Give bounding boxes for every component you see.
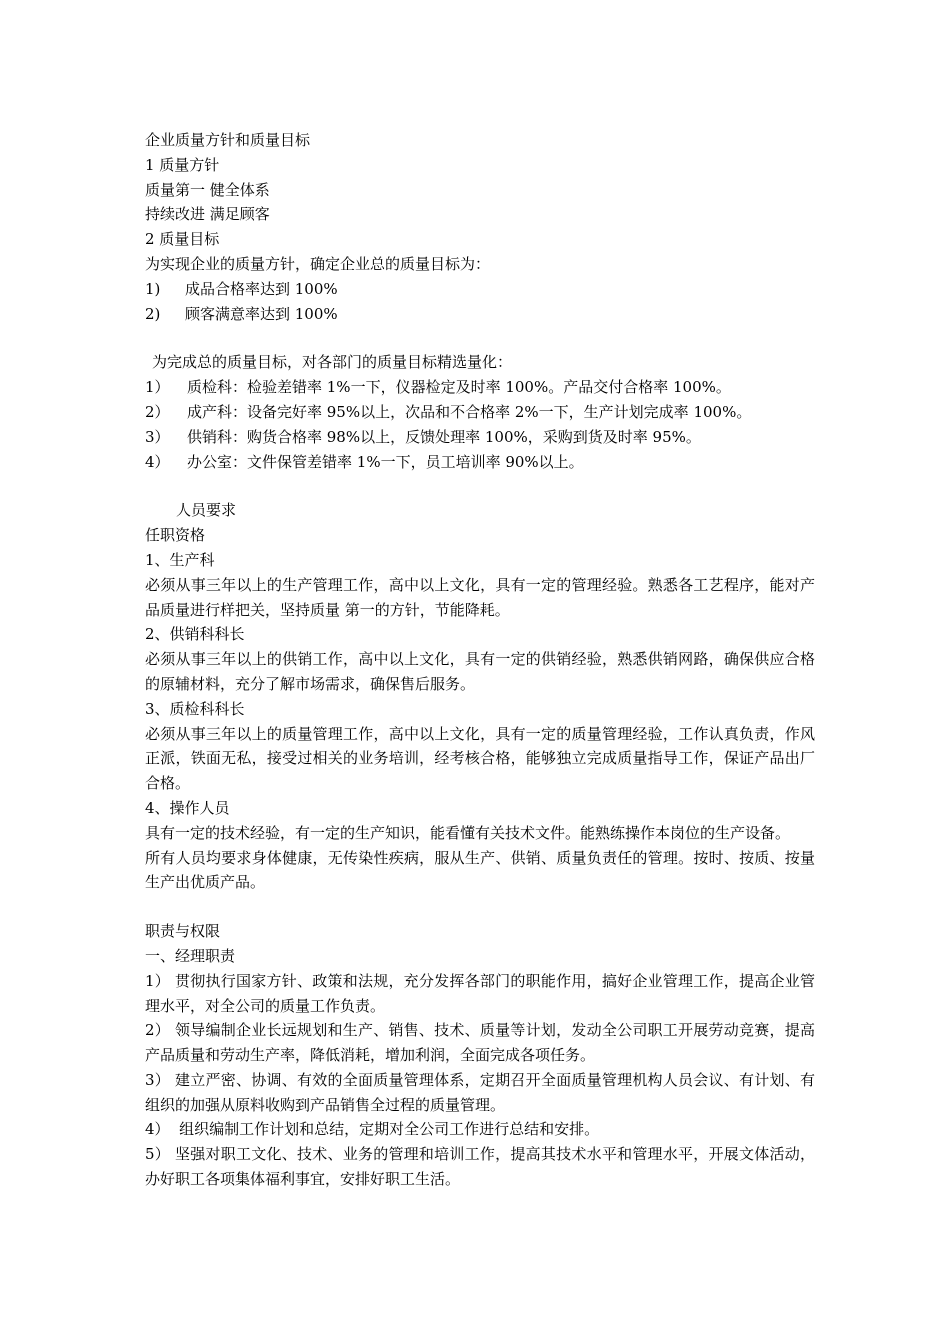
personnel-subheading: 任职资格 xyxy=(145,526,206,545)
duty-item-text: 贯彻执行国家方针、政策和法规，充分发挥各部门的职能作用，搞好企业管理工作，提高企业管理水平，对全公司的质量工作负责。 xyxy=(145,971,815,1015)
duty-item xyxy=(145,1018,815,1068)
department-item-number: 4） xyxy=(145,452,170,471)
department-item xyxy=(145,375,815,400)
spacer xyxy=(145,895,815,919)
role-description: 具有一定的技术经验，有一定的生产知识，能看懂有关技术文件。能熟练操作本岗位的生产设备。 xyxy=(145,823,791,842)
policy-heading: 1 质量方针 xyxy=(145,155,220,174)
duty-item-number: 3） xyxy=(145,1070,171,1089)
duty-item-number: 4） xyxy=(145,1120,170,1139)
department-item-number: 2） xyxy=(145,402,170,421)
policy-line: 质量第一 健全体系 xyxy=(145,180,270,199)
department-item-text: 成产科：设备完好率 95%以上，次品和不合格率 2%一下，生产计划完成率 100%。 xyxy=(187,402,752,421)
role-title: 1、生产科 xyxy=(145,550,215,569)
goal-item-number: 2) xyxy=(145,304,161,323)
spacer xyxy=(145,326,815,350)
goals-intro: 为实现企业的质量方针，确定企业总的质量目标为： xyxy=(145,254,491,273)
spacer xyxy=(145,474,815,498)
duties-subheading: 一、经理职责 xyxy=(145,946,236,965)
goal-item-text: 成品合格率达到 100% xyxy=(185,279,338,298)
department-item-text: 办公室：文件保管差错率 1%一下，员工培训率 90%以上。 xyxy=(187,452,584,471)
duty-item-text: 坚强对职工文化、技术、业务的管理和培训工作，提高其技术水平和管理水平，开展文体活动，办好职工各项集体福利事宜，安排好职工生活。 xyxy=(145,1145,815,1189)
department-item xyxy=(145,425,815,450)
role-title: 2、供销科科长 xyxy=(145,625,245,644)
duty-item-text: 建立严密、协调、有效的全面质量管理体系，定期召开全面质量管理机构人员会议、有计划、有组织的加强从原料收购到产品销售全过程的质量管理。 xyxy=(145,1070,815,1114)
goals-heading: 2 质量目标 xyxy=(145,230,220,249)
role-description: 必须从事三年以上的生产管理工作，高中以上文化，具有一定的管理经验。熟悉各工艺程序，能对产品质量进行样把关，坚持质量 第一的方针，节能降耗。 xyxy=(145,575,815,619)
role-description: 必须从事三年以上的质量管理工作，高中以上文化，具有一定的质量管理经验，工作认真负责，作风正派，铁面无私，接受过相关的业务培训，经考核合格，能够独立完成质量指导工作，保证产品出厂合格。 xyxy=(145,724,815,793)
department-item-number: 1） xyxy=(145,378,170,397)
role-title: 3、质检科科长 xyxy=(145,699,245,718)
department-item xyxy=(145,450,815,475)
goal-item xyxy=(145,277,815,302)
department-item xyxy=(145,400,815,425)
role-description: 必须从事三年以上的供销工作，高中以上文化，具有一定的供销经验，熟悉供销网路，确保供应合格的原辅材料，充分了解市场需求，确保售后服务。 xyxy=(145,650,815,693)
personnel-heading: 人员要求 xyxy=(176,501,237,520)
document-body xyxy=(145,128,815,1192)
duty-item xyxy=(145,969,815,1019)
duty-item-number: 2） xyxy=(145,1021,171,1040)
goal-item-text: 顾客满意率达到 100% xyxy=(185,304,338,323)
department-item-number: 3） xyxy=(145,427,170,446)
document-title: 企业质量方针和质量目标 xyxy=(145,131,311,149)
duty-item-text: 领导编制企业长远规划和生产、销售、技术、质量等计划，发动全公司职工开展劳动竞赛，提高产品质量和劳动生产率，降低消耗，增加利润，全面完成各项任务。 xyxy=(145,1021,815,1065)
policy-line: 持续改进 满足顾客 xyxy=(145,205,270,224)
duty-item xyxy=(145,1142,815,1192)
duty-item-number: 1） xyxy=(145,971,171,990)
departments-intro: 为完成总的质量目标，对各部门的质量目标精选量化： xyxy=(152,353,513,372)
goal-item xyxy=(145,302,815,327)
role-title: 4、操作人员 xyxy=(145,798,230,817)
duty-item-number: 5） xyxy=(145,1145,171,1164)
duties-heading: 职责与权限 xyxy=(145,922,221,941)
department-item-text: 供销科：购货合格率 98%以上，反馈处理率 100%，采购到货及时率 95%。 xyxy=(187,427,701,446)
duty-item-text: 组织编制工作计划和总结，定期对全公司工作进行总结和安排。 xyxy=(179,1120,600,1139)
duty-item xyxy=(145,1117,815,1142)
duty-item xyxy=(145,1068,815,1118)
general-requirement: 所有人员均要求身体健康，无传染性疾病，服从生产、供销、质量负责任的管理。按时、按质、按量生产出优质产品。 xyxy=(145,848,815,892)
department-item-text: 质检科：检验差错率 1%一下，仪器检定及时率 100%。产品交付合格率 100%。 xyxy=(187,378,731,397)
goal-item-number: 1) xyxy=(145,279,161,298)
